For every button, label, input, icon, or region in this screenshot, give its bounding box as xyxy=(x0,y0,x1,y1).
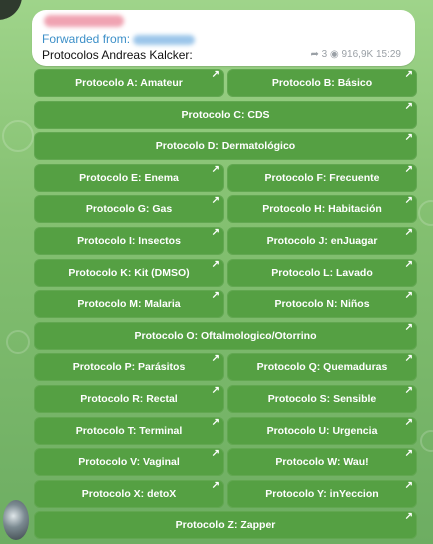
protocol-button-label: Protocolo Z: Zapper xyxy=(175,519,276,532)
background-doodle xyxy=(418,200,433,226)
protocol-button[interactable] xyxy=(227,385,417,413)
external-link-icon: ↗ xyxy=(211,385,220,396)
external-link-icon: ↗ xyxy=(404,69,413,80)
protocol-button[interactable] xyxy=(34,385,224,413)
external-link-icon: ↗ xyxy=(404,448,413,460)
keyboard-row xyxy=(34,480,417,508)
protocol-button-label: Protocolo C: CDS xyxy=(181,108,270,121)
protocol-button[interactable] xyxy=(34,69,224,97)
keyboard-row xyxy=(34,417,417,445)
protocol-button-label: Protocolo X: detoX xyxy=(81,487,177,500)
external-link-icon: ↗ xyxy=(211,163,220,175)
protocol-button-label: Protocolo K: Kit (DMSO) xyxy=(68,266,190,279)
protocol-button-label: Protocolo M: Malaria xyxy=(77,298,181,311)
keyboard-row xyxy=(34,511,417,539)
protocol-button[interactable] xyxy=(227,227,417,255)
avatar[interactable] xyxy=(3,500,29,540)
message-meta xyxy=(310,49,401,60)
protocol-button[interactable] xyxy=(34,259,224,287)
forwarded-label: Forwarded from: xyxy=(42,32,131,46)
protocol-button[interactable] xyxy=(34,132,417,160)
protocol-button[interactable] xyxy=(227,417,417,445)
protocol-button[interactable] xyxy=(227,195,417,223)
protocol-button[interactable] xyxy=(34,353,224,381)
message-time: 15:29 xyxy=(375,49,401,60)
protocol-button-label: Protocolo O: Oftalmologico/Otorrino xyxy=(134,329,317,342)
eye-icon: ◉ xyxy=(329,49,339,60)
keyboard-row xyxy=(34,322,417,350)
external-link-icon: ↗ xyxy=(211,69,220,80)
protocol-button[interactable] xyxy=(34,227,224,255)
keyboard-row xyxy=(34,290,417,318)
partial-avatar-top xyxy=(0,0,22,20)
external-link-icon: ↗ xyxy=(404,258,413,270)
protocol-button-label: Protocolo S: Sensible xyxy=(267,393,377,405)
external-link-icon: ↗ xyxy=(404,132,413,144)
external-link-icon: ↗ xyxy=(404,353,413,365)
external-link-icon: ↗ xyxy=(211,479,220,491)
external-link-icon: ↗ xyxy=(211,227,220,238)
keyboard-row xyxy=(34,259,417,287)
protocol-button[interactable] xyxy=(34,164,224,192)
protocol-button[interactable] xyxy=(227,69,417,97)
keyboard-row xyxy=(34,69,417,97)
protocol-button-label: Protocolo H: Habitación xyxy=(262,203,382,216)
external-link-icon: ↗ xyxy=(404,321,413,333)
external-link-icon: ↗ xyxy=(404,479,413,491)
protocol-button-label: Protocolo L: Lavado xyxy=(271,266,373,279)
background-doodle xyxy=(420,430,433,452)
keyboard-row xyxy=(34,164,417,192)
keyboard-row xyxy=(34,101,417,129)
external-link-icon: ↗ xyxy=(211,353,220,365)
external-link-icon: ↗ xyxy=(404,385,413,396)
keyboard-row xyxy=(34,227,417,255)
external-link-icon: ↗ xyxy=(404,195,413,207)
message-bubble[interactable] xyxy=(32,10,415,66)
protocol-button-label: Protocolo J: enJuagar xyxy=(266,235,378,247)
protocol-button[interactable] xyxy=(34,195,224,223)
keyboard-row xyxy=(34,195,417,223)
protocol-button[interactable] xyxy=(34,290,224,318)
keyboard-row xyxy=(34,385,417,413)
external-link-icon: ↗ xyxy=(404,416,413,428)
external-link-icon: ↗ xyxy=(211,416,220,428)
protocol-button-label: Protocolo Q: Quemaduras xyxy=(256,361,388,374)
forwarded-from[interactable] xyxy=(42,32,195,46)
external-link-icon: ↗ xyxy=(404,290,413,302)
protocol-button[interactable] xyxy=(227,259,417,287)
protocol-button-label: Protocolo E: Enema xyxy=(79,171,179,184)
protocol-button-label: Protocolo F: Frecuente xyxy=(264,171,380,184)
external-link-icon: ↗ xyxy=(404,100,413,112)
protocol-button-label: Protocolo I: Insectos xyxy=(77,235,181,247)
protocol-button-label: Protocolo Y: inYeccion xyxy=(265,487,379,500)
external-link-icon: ↗ xyxy=(404,163,413,175)
background-doodle xyxy=(6,330,30,354)
external-link-icon: ↗ xyxy=(211,290,220,302)
sender-name-redacted[interactable] xyxy=(44,15,124,27)
protocol-button-label: Protocolo N: Niños xyxy=(274,298,370,311)
protocol-button[interactable] xyxy=(34,101,417,129)
protocol-button[interactable] xyxy=(227,164,417,192)
protocol-button-label: Protocolo G: Gas xyxy=(85,203,173,216)
keyboard-row xyxy=(34,353,417,381)
protocol-button[interactable] xyxy=(34,417,224,445)
reply-count: 3 xyxy=(321,49,328,60)
protocol-button-label: Protocolo V: Vaginal xyxy=(78,456,180,469)
protocol-button-label: Protocolo W: Wau! xyxy=(275,456,369,469)
protocol-button-label: Protocolo R: Rectal xyxy=(80,393,178,405)
protocol-button[interactable] xyxy=(227,353,417,381)
protocol-button[interactable] xyxy=(227,290,417,318)
protocol-button[interactable] xyxy=(227,480,417,508)
keyboard-row xyxy=(34,132,417,160)
protocol-button[interactable] xyxy=(34,511,417,539)
protocol-button[interactable] xyxy=(34,448,224,476)
forwarded-source-redacted[interactable] xyxy=(133,35,195,45)
reply-arrow-icon: ➦ xyxy=(310,49,319,60)
protocol-button[interactable] xyxy=(34,480,224,508)
protocol-button[interactable] xyxy=(227,448,417,476)
protocol-button[interactable] xyxy=(34,322,417,350)
external-link-icon: ↗ xyxy=(404,511,413,523)
message-text: Protocolos Andreas Kalcker: xyxy=(42,48,193,62)
view-count: 916,9K xyxy=(341,49,374,60)
protocol-button-label: Protocolo B: Básico xyxy=(271,77,373,89)
keyboard-row xyxy=(34,448,417,476)
protocol-button-label: Protocolo A: Amateur xyxy=(75,77,183,89)
external-link-icon: ↗ xyxy=(211,195,220,207)
external-link-icon: ↗ xyxy=(211,448,220,460)
external-link-icon: ↗ xyxy=(404,227,413,238)
external-link-icon: ↗ xyxy=(211,258,220,270)
protocol-button-label: Protocolo U: Urgencia xyxy=(266,424,378,437)
protocol-button-label: Protocolo P: Parásitos xyxy=(72,361,186,374)
background-doodle xyxy=(2,120,34,152)
protocol-button-label: Protocolo T: Terminal xyxy=(75,424,183,437)
protocol-button-label: Protocolo D: Dermatológico xyxy=(155,140,296,153)
